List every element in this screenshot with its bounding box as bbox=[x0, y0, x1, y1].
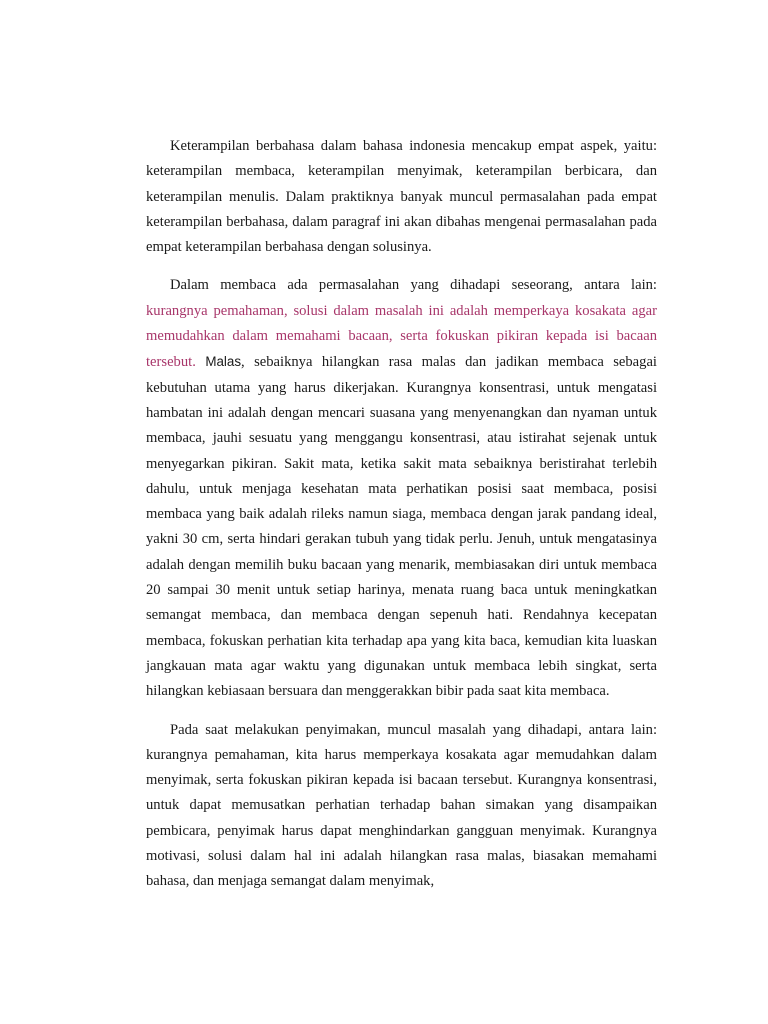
paragraph-intro: Keterampilan berbahasa dalam bahasa indonesia mencakup empat aspek, yaitu: keterampilan membaca, keterampilan menyimak, keterampilan berbicara, dan keterampilan menulis. Dalam praktiknya banyak muncul permasalahan pada empat keterampilan berbahasa, dalam paragraf ini akan dibahas mengenai permasalahan pada empat keterampilan berbahasa dengan solusinya. bbox=[146, 138, 657, 256]
sans-serif-word: Malas bbox=[195, 354, 242, 370]
highlighted-text: kurangnya pemahaman, solusi dalam masalah ini adalah memperkaya kosakata agar memudahkan dalam memahami bacaan, serta fokuskan pikiran kepada isi bacaan tersebut. bbox=[146, 302, 657, 371]
paragraph-membaca bbox=[146, 273, 657, 704]
paragraph-menyimak: Pada saat melakukan penyimakan, muncul masalah yang dihadapi, antara lain: kurangnya pemahaman, kita harus memperkaya kosakata agar memudahkan dalam menyimak, serta fokuskan pikiran kepada isi bacaan tersebut. Kurangnya konsentrasi, untuk dapat memusatkan perhatian terhadap bahan simakan yang disampaikan pembicara, penyimak harus dapat menghindarkan gangguan menyimak. Kurangnya motivasi, solusi dalam hal ini adalah hilangkan rasa malas, biasakan memahami bahasa, dan menjaga semangat dalam menyimak, bbox=[146, 721, 657, 890]
paragraph-membaca-intro: Dalam membaca ada permasalahan yang dihadapi seseorang, antara lain: bbox=[170, 277, 657, 294]
paragraph-membaca-rest: , sebaiknya hilangkan rasa malas dan jadikan membaca sebagai kebutuhan utama yang harus dikerjakan. Kurangnya konsentrasi, untuk mengatasi hambatan ini adalah dengan mencari suasana yang menyenangkan dan nyaman untuk membaca, jauhi sesuatu yang menggangu konsentrasi, atau istirahat sejenak untuk menyegarkan pikiran. Sakit mata, ketika sakit mata sebaiknya beristirahat terlebih dahulu, untuk menjaga kesehatan mata perhatikan posisi saat membaca, posisi membaca yang baik adalah rileks namun siaga, membaca dengan jarak pandang ideal, yakni 30 cm, serta hindari gerakan tubuh yang tidak perlu. Jenuh, untuk mengatasinya adalah dengan memilih buku bacaan yang menarik, membiasakan diri untuk membaca 20 sampai 30 menit untuk setiap harinya, menata ruang baca untuk meningkatkan semangat membaca, dan membaca dengan sepenuh hati. Rendahnya kecepatan membaca, fokuskan perhatian kita terhadap apa yang kita baca, kemudian kita luaskan jangkauan mata agar waktu yang digunakan untuk membaca lebih singkat, serta hilangkan kebiasaan bersuara dan menggerakkan bibir pada saat kita membaca. bbox=[146, 354, 657, 700]
